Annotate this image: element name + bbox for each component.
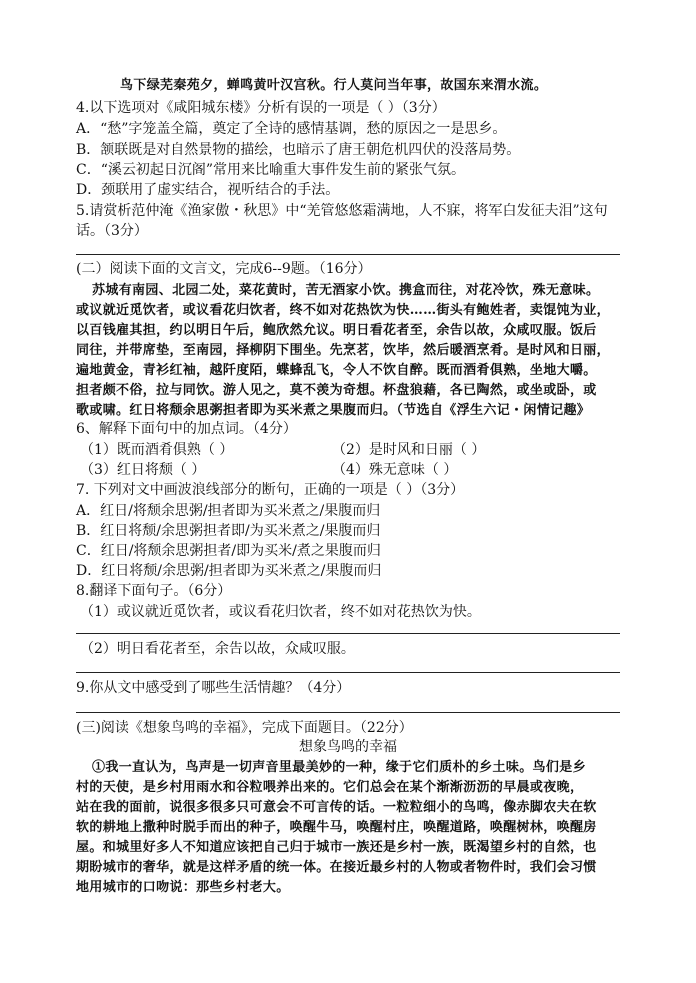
classical-passage-line: 以百钱雇其担，约以明日午后，鲍欣然允议。明日看花者至，余告以故，众咸叹服。饭后	[76, 323, 597, 338]
question-4-option-a: A．“愁”字笼盖全篇，奠定了全诗的感情基调，愁的原因之一是思乡。	[76, 121, 507, 137]
question-9-stem: 9.你从文中感受到了哪些生活情趣？（4分）	[76, 680, 351, 696]
question-4-option-c: C．“溪云初起日沉阁”常用来比喻重大事件发生前的紧张气氛。	[76, 162, 466, 178]
question-7-option-d: D．红日将颓/余思粥/担者即为买米煮之/果腹而归	[76, 563, 382, 579]
classical-passage-line: 同往，并带席垫，至南园，择柳阴下围坐。先烹茗，饮毕，然后暖酒烹肴。是时风和日丽，	[76, 343, 611, 358]
classical-passage-line: 或议就近觅饮者，或议看花归饮者，终不如对花热饮为快……街头有鲍姓者，卖馄饨为业，	[76, 303, 611, 318]
question-4-stem: 4.以下选项对《咸阳城东楼》分析有误的一项是（ ）（3分）	[76, 100, 446, 116]
section-3-heading: (三)阅读《想象鸟鸣的幸福》，完成下面题目。（22分）	[76, 720, 413, 736]
question-8-item-2: （2）明日看花者至，余告以故，众咸叹服。	[80, 641, 355, 657]
question-8-item-1: （1）或议就近觅饮者，或议看花归饮者，终不如对花热饮为快。	[80, 604, 481, 620]
question-5-stem-line1: 5.请赏析范仲淹《渔家傲・秋思》中“羌管悠悠霜满地，人不寐，将军白发征夫泪”这句	[76, 203, 608, 219]
question-4-option-d: D．颈联用了虚实结合，视听结合的手法。	[76, 182, 340, 198]
section-2-heading: (二）阅读下面的文言文，完成6--9题。（16分）	[76, 261, 372, 277]
question-7-stem: 7. 下列对文中画波浪线部分的断句，正确的一项是（ ）（3分）	[76, 482, 465, 498]
question-7-option-a: A．红日/将颓余思粥/担者即为买米煮之/果腹而归	[76, 503, 381, 519]
classical-passage-line: 苏城有南园、北园二处，菜花黄时，苦无酒家小饮。携盒而往，对花冷饮，殊无意味。	[92, 283, 600, 298]
answer-rule	[76, 712, 620, 713]
question-6-item-3: （3）红日将颓（ ）	[80, 462, 206, 478]
question-6-item-1: （1）既而酒肴俱熟（ ）	[80, 442, 234, 458]
answer-rule	[76, 672, 620, 673]
essay-title: 想象鸟鸣的幸福	[299, 739, 397, 755]
essay-passage-line: 软的耕地上撒种时脱手而出的种子，唤醒牛马，唤醒村庄，唤醒道路，唤醒树林，唤醒房	[76, 820, 597, 835]
essay-passage-line: 地用城市的口吻说：那些乡村老大。	[76, 880, 290, 895]
question-7-option-c: C．红日/将颓余思粥担者/即为买米/煮之果腹而归	[76, 543, 381, 559]
poem-closing-lines: 鸟下绿芜秦苑夕，蝉鸣黄叶汉宫秋。行人莫问当年事，故国东来渭水流。	[120, 78, 548, 93]
question-6-item-4: （4）殊无意味（ ）	[332, 462, 458, 478]
essay-passage-line: ①我一直认为，鸟声是一切声音里最美妙的一种，缘于它们质朴的乡土味。鸟们是乡	[92, 760, 586, 775]
question-5-stem-line2: 话。（3分）	[76, 223, 148, 239]
question-8-stem: 8.翻译下面句子。（6分）	[76, 583, 232, 599]
classical-passage-line: 担者颇不俗，拉与同饮。游人见之，莫不羡为奇想。杯盘狼藉，各已陶然，或坐或卧，或	[76, 383, 597, 398]
question-4-option-b: B．颔联既是对自然景物的描绘，也暗示了唐王朝危机四伏的没落局势。	[76, 142, 521, 158]
essay-passage-line: 期盼城市的奢华，就是这样矛盾的统一体。在接近最乡村的人物或者物件时，我们会习惯	[76, 860, 597, 875]
answer-rule	[76, 254, 620, 255]
answer-rule	[76, 633, 620, 634]
question-6-item-2: （2）是时风和日丽（ ）	[332, 442, 486, 458]
essay-passage-line: 屋。和城里好多人不知道应该把自己归于城市一族还是乡村一族，既渴望乡村的自然，也	[76, 840, 597, 855]
classical-passage-line: 歌或啸。红日将颓余思粥担者即为买米煮之果腹而归。（节选自《浮生六记・闲情记趣》	[76, 403, 591, 418]
essay-passage-line: 村的天使，是乡村用雨水和谷粒喂养出来的。它们总会在某个渐渐沥沥的早晨或夜晚，	[76, 780, 584, 795]
essay-passage-line: 站在我的面前，说很多很多只可意会不可言传的话。一粒粒细小的鸟鸣，像赤脚农夫在软	[76, 800, 597, 815]
question-7-option-b: B．红日将颓/余思粥担者即/为买米煮之/果腹而归	[76, 523, 381, 539]
question-6-stem: 6、解释下面句中的加点词。（4分）	[76, 421, 297, 437]
classical-passage-line: 遍地黄金，青衫红袖，越阡度陌，蝶蜂乱飞，令人不饮自醉。既而酒肴俱熟，坐地大嚼。	[76, 363, 597, 378]
